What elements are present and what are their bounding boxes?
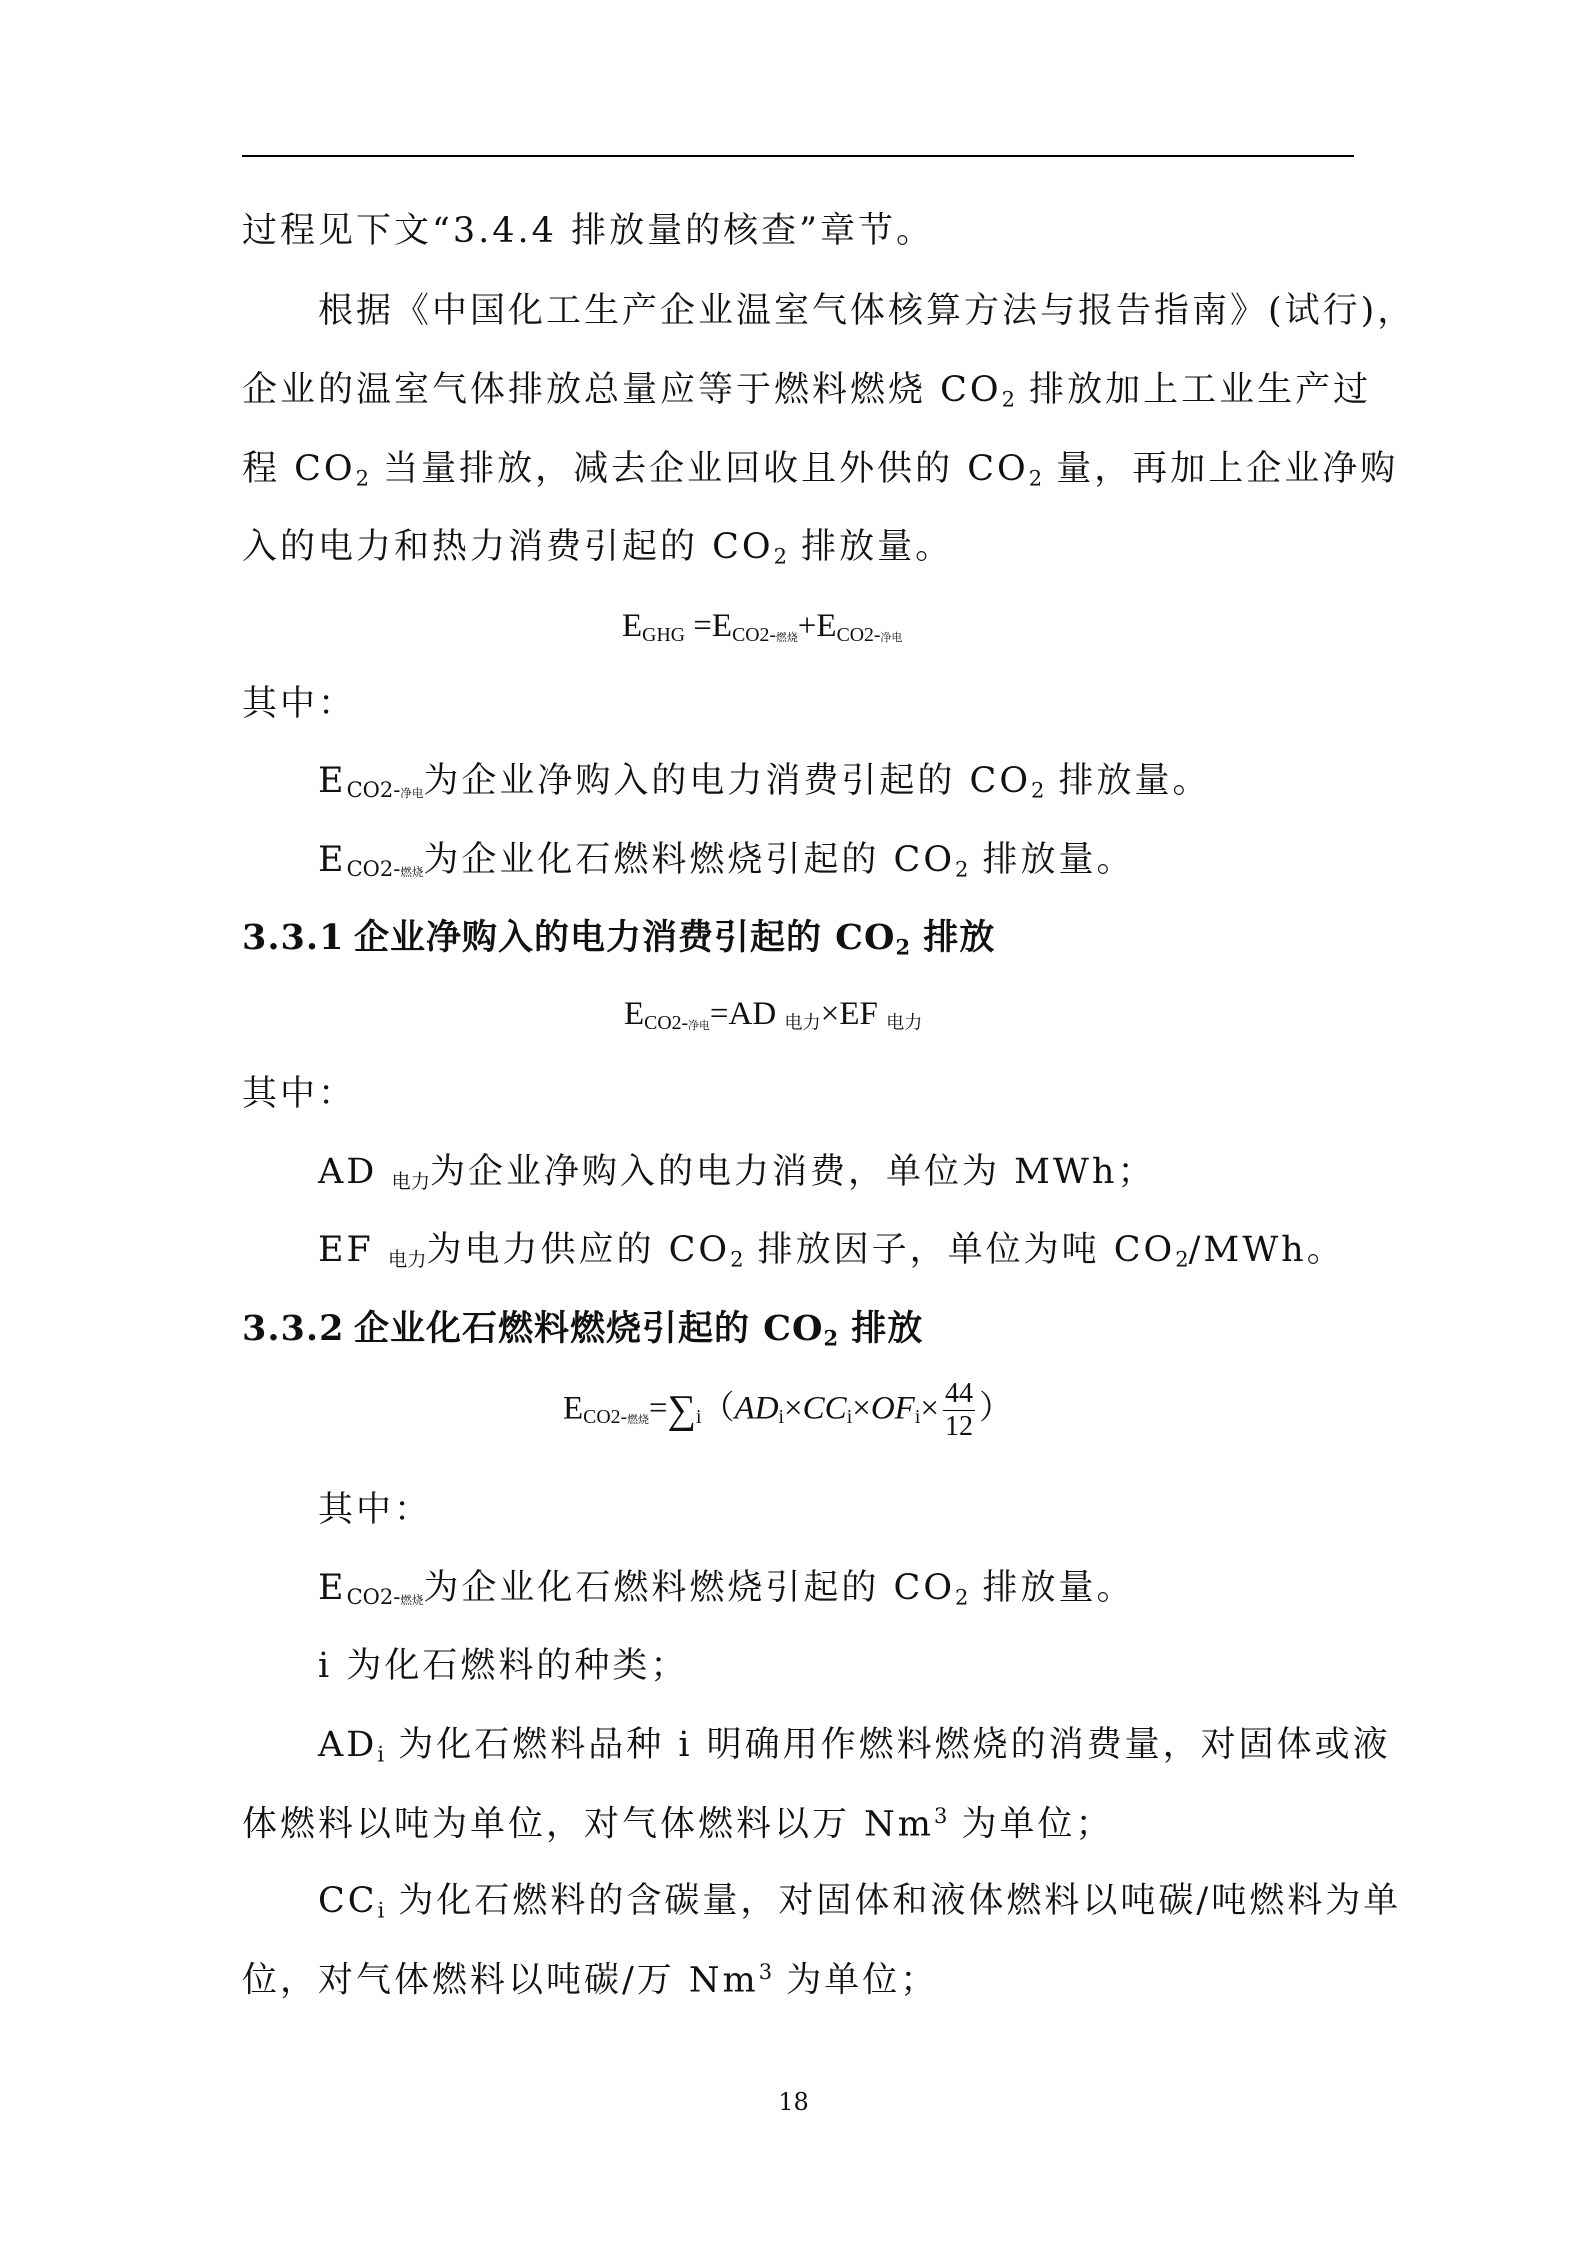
- subscript: 2: [1031, 778, 1045, 803]
- text-span: 为企业净购入的电力消费，单位为 MWh；: [429, 1152, 1156, 1192]
- eq-symbol: +E: [797, 608, 837, 644]
- superscript: 3: [758, 1960, 773, 1984]
- subscript: [347, 1585, 424, 1609]
- section-heading-3-3-2: [242, 1308, 924, 1351]
- eq-symbol: =E: [685, 608, 733, 644]
- section-number: 3.3.1: [242, 917, 345, 958]
- text-span: 入的电力和热力消费引起的 CO: [242, 527, 774, 567]
- section-number: 3.3.2: [242, 1308, 345, 1349]
- sub-text: 燃烧: [400, 865, 424, 880]
- eq-variable: OF: [870, 1390, 915, 1427]
- section-title: 排放: [838, 1308, 924, 1349]
- subscript: 电力: [387, 1247, 427, 1271]
- fraction-numerator: 44: [943, 1378, 975, 1411]
- text-span: E: [318, 840, 347, 880]
- subscript: 电力: [391, 1169, 430, 1193]
- text-span: 其中：: [242, 684, 357, 724]
- section-title: 排放: [910, 917, 996, 958]
- text-span: EF: [318, 1230, 388, 1270]
- subscript: 2: [1028, 466, 1043, 491]
- equation-fuel-combustion: [563, 1378, 1012, 1443]
- subscript: 2: [955, 857, 969, 882]
- subscript: 2: [895, 934, 911, 960]
- section-title: 企业净购入的电力消费引起的 CO: [354, 917, 896, 958]
- eq-symbol: E: [622, 608, 643, 644]
- page-number: 18: [778, 2088, 809, 2116]
- section-title: 企业化石燃料燃烧引起的 CO: [354, 1308, 824, 1349]
- text-span: /MWh。: [1188, 1230, 1345, 1270]
- subscript: i: [377, 1898, 385, 1923]
- eq-sub-text: CO2-: [732, 623, 777, 646]
- subscript: 2: [1175, 1247, 1189, 1272]
- text-span: AD: [318, 1725, 378, 1765]
- eq-subscript: [583, 1406, 649, 1428]
- qizhong-label: [242, 684, 357, 724]
- definition-cci-line-2: [242, 1962, 938, 1999]
- subscript: 2: [355, 466, 369, 491]
- sum-symbol: ∑: [667, 1386, 697, 1432]
- text-span: 为企业化石燃料燃烧引起的 CO: [423, 1568, 956, 1608]
- subscript: 2: [955, 1585, 969, 1610]
- sub-text: CO2-: [346, 1585, 401, 1610]
- eq-subscript: 电力: [886, 1012, 923, 1033]
- eq-symbol: ×EF: [820, 996, 887, 1032]
- text-span: 为企业化石燃料燃烧引起的 CO: [423, 840, 956, 880]
- text-span: E: [318, 761, 347, 801]
- subscript: 2: [1001, 387, 1015, 412]
- subscript: [347, 857, 424, 881]
- eq-subscript: [837, 624, 903, 646]
- eq-symbol: （: [701, 1390, 735, 1427]
- text-span: 量，再加上企业净购: [1042, 449, 1399, 489]
- text-span: 其中：: [318, 1490, 433, 1530]
- eq-symbol: E: [563, 1390, 584, 1427]
- text-span: 过程见下文“3.4.4 排放量的核查”章节。: [242, 211, 934, 251]
- eq-subscript: [644, 1012, 710, 1034]
- eq-sub-text: 净电: [880, 631, 903, 644]
- eq-variable: CC: [802, 1390, 847, 1427]
- paragraph-1-line-4: [242, 527, 954, 569]
- eq-symbol: ×: [920, 1390, 939, 1427]
- definition-e-ranshao: [318, 840, 1135, 882]
- definition-e-jingdian: [318, 761, 1211, 803]
- fraction: [943, 1378, 975, 1443]
- definition-cci-line-1: [318, 1881, 1402, 1923]
- definition-i: [318, 1646, 689, 1686]
- eq-subscript: 电力: [784, 1012, 821, 1033]
- eq-symbol: ×: [784, 1390, 803, 1427]
- subscript: i: [377, 1742, 385, 1767]
- eq-symbol: =: [648, 1390, 668, 1427]
- definition-adi-line-2: [242, 1806, 1113, 1843]
- eq-symbol: E: [624, 996, 645, 1032]
- section-heading-3-3-1: [242, 917, 996, 960]
- text-span: 根据《中国化工生产企业温室气体核算方法与报告指南》(试行)，: [318, 291, 1416, 331]
- definition-ad-dianli: [318, 1152, 1156, 1193]
- paragraph-1-line-1: [318, 291, 1416, 331]
- text-span: 排放量。: [1044, 761, 1211, 801]
- definition-ef-dianli: [318, 1230, 1345, 1272]
- definition-adi-line-1: [318, 1725, 1391, 1767]
- eq-subscript: i: [696, 1406, 702, 1429]
- text-span: 位，对气体燃料以吨碳/万 Nm: [242, 1960, 759, 2001]
- equation-total-emission: [622, 610, 902, 646]
- eq-symbol: ×: [852, 1390, 871, 1427]
- text-span: 排放量。: [968, 840, 1135, 880]
- text-span: 为企业净购入的电力消费引起的 CO: [423, 761, 1032, 801]
- paragraph-1-line-3: [242, 449, 1399, 491]
- text-span: 为电力供应的 CO: [426, 1230, 731, 1270]
- sub-text: CO2-: [346, 778, 401, 803]
- subscript: [347, 778, 424, 802]
- text-line-1: [242, 211, 934, 251]
- qizhong-label: [318, 1490, 433, 1530]
- text-span: 为化石燃料品种 i 明确用作燃料燃烧的消费量，对固体或液: [384, 1725, 1391, 1765]
- text-span: i 为化石燃料的种类；: [318, 1646, 689, 1686]
- text-span: 为单位；: [772, 1960, 939, 2001]
- subscript: 2: [773, 544, 787, 569]
- text-span: 其中：: [242, 1074, 357, 1114]
- eq-subscript: i: [846, 1406, 853, 1429]
- subscript: 2: [730, 1247, 744, 1272]
- sub-text: CO2-: [346, 857, 401, 882]
- paragraph-1-line-2: [242, 370, 1372, 412]
- text-span: 排放因子，单位为吨 CO: [743, 1230, 1176, 1270]
- superscript: 3: [933, 1804, 948, 1828]
- text-span: AD: [318, 1152, 392, 1192]
- eq-subscript: [732, 624, 798, 646]
- eq-sub-text: CO2-: [836, 623, 881, 646]
- text-span: 企业的温室气体排放总量应等于燃料燃烧 CO: [242, 370, 1002, 410]
- definition-e-ranshao: [318, 1568, 1135, 1610]
- eq-subscript: i: [778, 1406, 785, 1429]
- text-span: E: [318, 1568, 347, 1608]
- text-span: 为化石燃料的含碳量，对固体和液体燃料以吨碳/吨燃料为单: [384, 1881, 1402, 1921]
- sub-text: 燃烧: [400, 1593, 424, 1608]
- text-span: 当量排放，减去企业回收且外供的 CO: [368, 449, 1029, 489]
- eq-sub-text: CO2-: [644, 1011, 689, 1034]
- fraction-denominator: 12: [944, 1411, 973, 1443]
- eq-symbol: ）: [978, 1390, 1012, 1427]
- eq-sub-text: 燃烧: [776, 631, 798, 644]
- text-span: 为单位；: [947, 1804, 1114, 1845]
- eq-sub-text: CO2-: [583, 1406, 628, 1429]
- header-rule: [242, 155, 1354, 157]
- text-span: 排放加上工业生产过: [1014, 370, 1372, 410]
- equation-electricity: [624, 998, 922, 1034]
- sub-text: 净电: [400, 786, 424, 801]
- text-span: 排放量。: [968, 1568, 1135, 1608]
- subscript: 2: [823, 1325, 839, 1351]
- eq-sub-text: 净电: [688, 1019, 710, 1032]
- eq-variable: AD: [734, 1390, 779, 1427]
- text-span: 排放量。: [786, 527, 954, 567]
- text-span: CC: [318, 1881, 378, 1921]
- eq-sub-text: 燃烧: [627, 1414, 649, 1427]
- text-span: 程 CO: [242, 449, 356, 489]
- qizhong-label: [242, 1074, 357, 1114]
- eq-subscript: GHG: [642, 623, 686, 646]
- eq-symbol: =AD: [709, 996, 785, 1032]
- eq-subscript: i: [914, 1406, 921, 1429]
- text-span: 体燃料以吨为单位，对气体燃料以万 Nm: [242, 1804, 934, 1845]
